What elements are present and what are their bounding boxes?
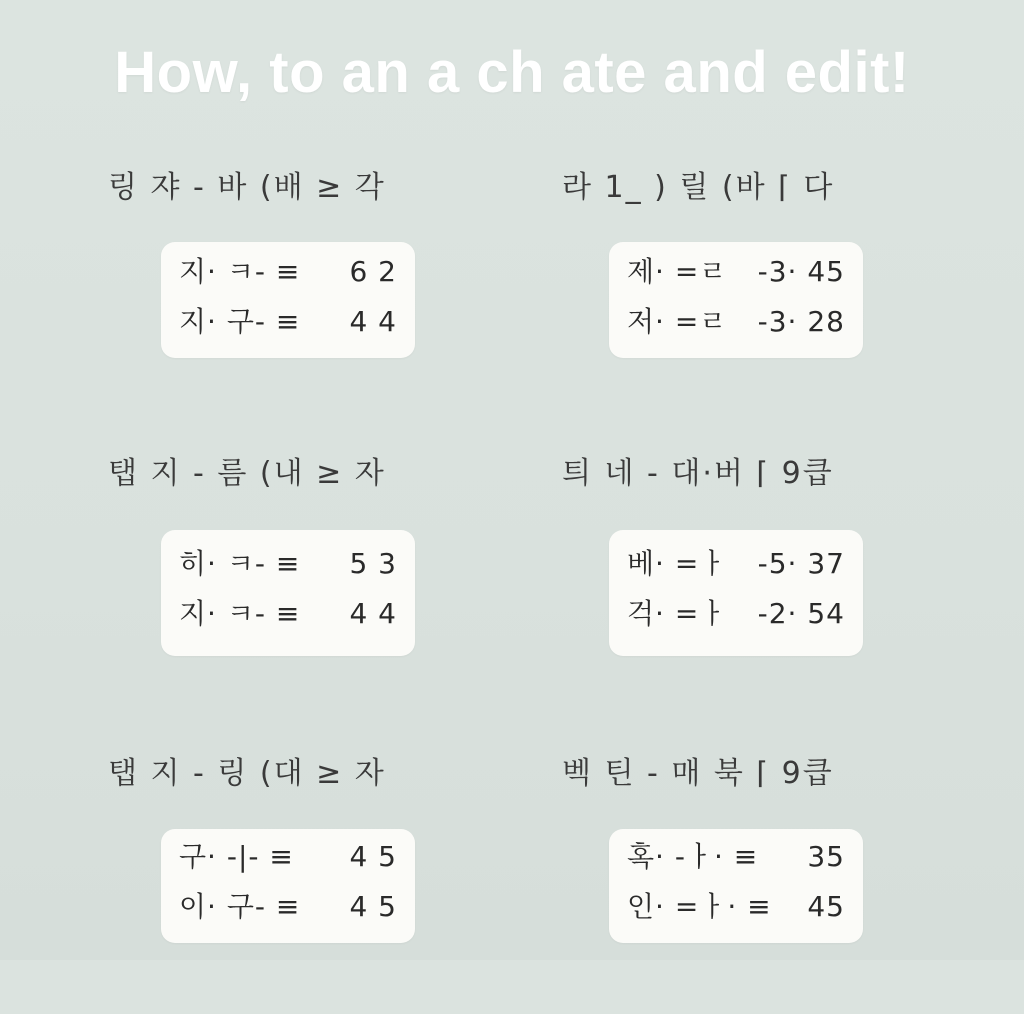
section-2	[562, 168, 982, 428]
card-row	[161, 300, 415, 344]
info-card	[161, 530, 415, 656]
section-6	[562, 754, 982, 1014]
card-row	[161, 250, 415, 294]
info-card	[161, 242, 415, 358]
row-value: 4 4	[349, 305, 397, 338]
card-row	[609, 835, 863, 879]
page-title: How, to an a ch ate and edit!	[114, 40, 910, 105]
row-label: 지· ㅋ- ≡	[179, 597, 301, 630]
row-label: 지· ㅋ- ≡	[179, 255, 301, 288]
row-value: 35	[807, 840, 845, 873]
card-row	[609, 542, 863, 586]
section-heading: 라 1_ ) 릴 (바 ⌈ 다	[562, 170, 835, 205]
row-value: -3· 28	[757, 305, 845, 338]
card-row	[161, 592, 415, 636]
section-heading: 틔 네 - 대·버 ⌈ 9큽	[562, 456, 834, 491]
section-5	[108, 754, 528, 1014]
info-card	[609, 530, 863, 656]
row-label: 이· 구- ≡	[179, 890, 301, 923]
row-value: 4 4	[349, 597, 397, 630]
row-label: 혹· -ㅏ· ≡	[627, 840, 759, 873]
row-label: 저· =ㄹ	[627, 305, 728, 338]
info-card	[609, 829, 863, 943]
info-card	[609, 242, 863, 358]
section-heading: 탭 지 - 링 (대 ≥ 자	[108, 756, 386, 791]
section-1	[108, 168, 528, 428]
row-label: 제· =ㄹ	[627, 255, 728, 288]
row-value: -3· 45	[757, 255, 845, 288]
row-value: 45	[807, 890, 845, 923]
card-row	[609, 885, 863, 929]
section-3	[108, 454, 528, 714]
card-row	[609, 300, 863, 344]
section-heading: 벡 틴 - 매 북 ⌈ 9큽	[562, 756, 834, 791]
info-card	[161, 829, 415, 943]
row-label: 지· 구- ≡	[179, 305, 301, 338]
row-label: 걱· =ㅏ	[627, 597, 728, 630]
card-row	[161, 542, 415, 586]
card-row	[609, 592, 863, 636]
card-row	[161, 885, 415, 929]
row-value: 5 3	[349, 547, 397, 580]
card-row	[161, 835, 415, 879]
section-heading: 링 쟈 - 바 (배 ≥ 각	[108, 170, 386, 205]
row-value: -2· 54	[757, 597, 845, 630]
row-label: 히· ㅋ- ≡	[179, 547, 301, 580]
row-label: 베· =ㅏ	[627, 547, 728, 580]
row-value: 6 2	[349, 255, 397, 288]
row-label: 구· -|- ≡	[179, 840, 294, 873]
row-value: 4 5	[349, 890, 397, 923]
row-value: -5· 37	[757, 547, 845, 580]
section-heading: 탭 지 - 름 (내 ≥ 자	[108, 456, 386, 491]
row-label: 인· =ㅏ· ≡	[627, 890, 772, 923]
card-row	[609, 250, 863, 294]
row-value: 4 5	[349, 840, 397, 873]
section-4	[562, 454, 982, 714]
